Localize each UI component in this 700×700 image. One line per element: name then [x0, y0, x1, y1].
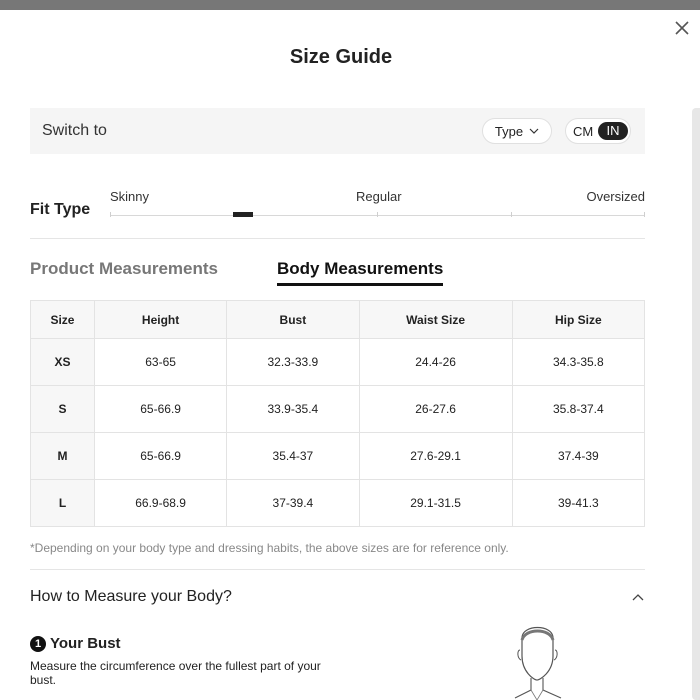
fit-scale-tick: [110, 212, 111, 217]
page-header-strip: [0, 0, 700, 10]
table-cell: 63-65: [94, 339, 226, 386]
table-cell: 65-66.9: [94, 386, 226, 433]
column-header: Hip Size: [512, 301, 644, 339]
unit-cm-option[interactable]: CM: [573, 124, 594, 139]
fit-scale-tick: [511, 212, 512, 217]
type-dropdown-label: Type: [494, 123, 524, 139]
tab-product-measurements[interactable]: Product Measurements: [30, 259, 218, 278]
tab-body-measurements[interactable]: Body Measurements: [277, 259, 443, 286]
table-cell: 39-41.3: [512, 480, 644, 527]
divider: [30, 238, 645, 239]
table-cell: 65-66.9: [94, 433, 226, 480]
scrollbar[interactable]: [692, 108, 700, 700]
chevron-up-icon[interactable]: [631, 591, 645, 605]
table-cell: 37-39.4: [227, 480, 359, 527]
modal-title: Size Guide: [289, 46, 393, 68]
column-header: Height: [94, 301, 226, 339]
column-header: Size: [31, 301, 95, 339]
table-cell: 34.3-35.8: [512, 339, 644, 386]
step-title: [30, 635, 121, 652]
fit-option-oversized: Oversized: [586, 189, 645, 204]
table-row: [31, 480, 645, 527]
fit-type-label: Fit Type: [30, 201, 91, 218]
table-cell-size: S: [31, 386, 95, 433]
table-cell: 24.4-26: [359, 339, 512, 386]
fit-option-skinny: Skinny: [110, 189, 150, 204]
unit-in-option[interactable]: IN: [598, 122, 628, 140]
step-number-badge: 1: [30, 636, 46, 652]
step-title-text: Your Bust: [50, 635, 121, 652]
divider: [30, 569, 645, 570]
step-description: Measure the circumference over the fullest part of your bust.: [30, 659, 321, 687]
fit-scale-marker: [233, 212, 253, 217]
table-cell: 33.9-35.4: [227, 386, 359, 433]
table-row: [31, 339, 645, 386]
unit-toggle[interactable]: [565, 118, 631, 144]
table-cell: 35.8-37.4: [512, 386, 644, 433]
type-dropdown[interactable]: [482, 118, 552, 144]
table-cell-size: M: [31, 433, 95, 480]
size-table: [30, 300, 645, 527]
fit-scale-tick: [644, 212, 645, 217]
table-row: [31, 433, 645, 480]
how-to-measure-heading[interactable]: How to Measure your Body?: [30, 588, 232, 605]
table-cell-size: XS: [31, 339, 95, 386]
table-header-row: [31, 301, 645, 339]
table-cell: 27.6-29.1: [359, 433, 512, 480]
chevron-down-icon: [529, 128, 539, 134]
table-cell: 37.4-39: [512, 433, 644, 480]
close-icon[interactable]: [672, 18, 692, 38]
table-cell: 29.1-31.5: [359, 480, 512, 527]
switch-label: Switch to: [42, 122, 107, 139]
table-cell-size: L: [31, 480, 95, 527]
unit-switch-bar: [30, 108, 645, 154]
column-header: Bust: [227, 301, 359, 339]
size-disclaimer: *Depending on your body type and dressing habits, the above sizes are for reference only.: [30, 541, 509, 555]
fit-scale-tick: [377, 212, 378, 217]
table-cell: 35.4-37: [227, 433, 359, 480]
table-row: [31, 386, 645, 433]
fit-option-regular: Regular: [356, 189, 402, 204]
table-cell: 66.9-68.9: [94, 480, 226, 527]
column-header: Waist Size: [359, 301, 512, 339]
table-cell: 32.3-33.9: [227, 339, 359, 386]
table-cell: 26-27.6: [359, 386, 512, 433]
body-figure-illustration: [495, 620, 585, 700]
